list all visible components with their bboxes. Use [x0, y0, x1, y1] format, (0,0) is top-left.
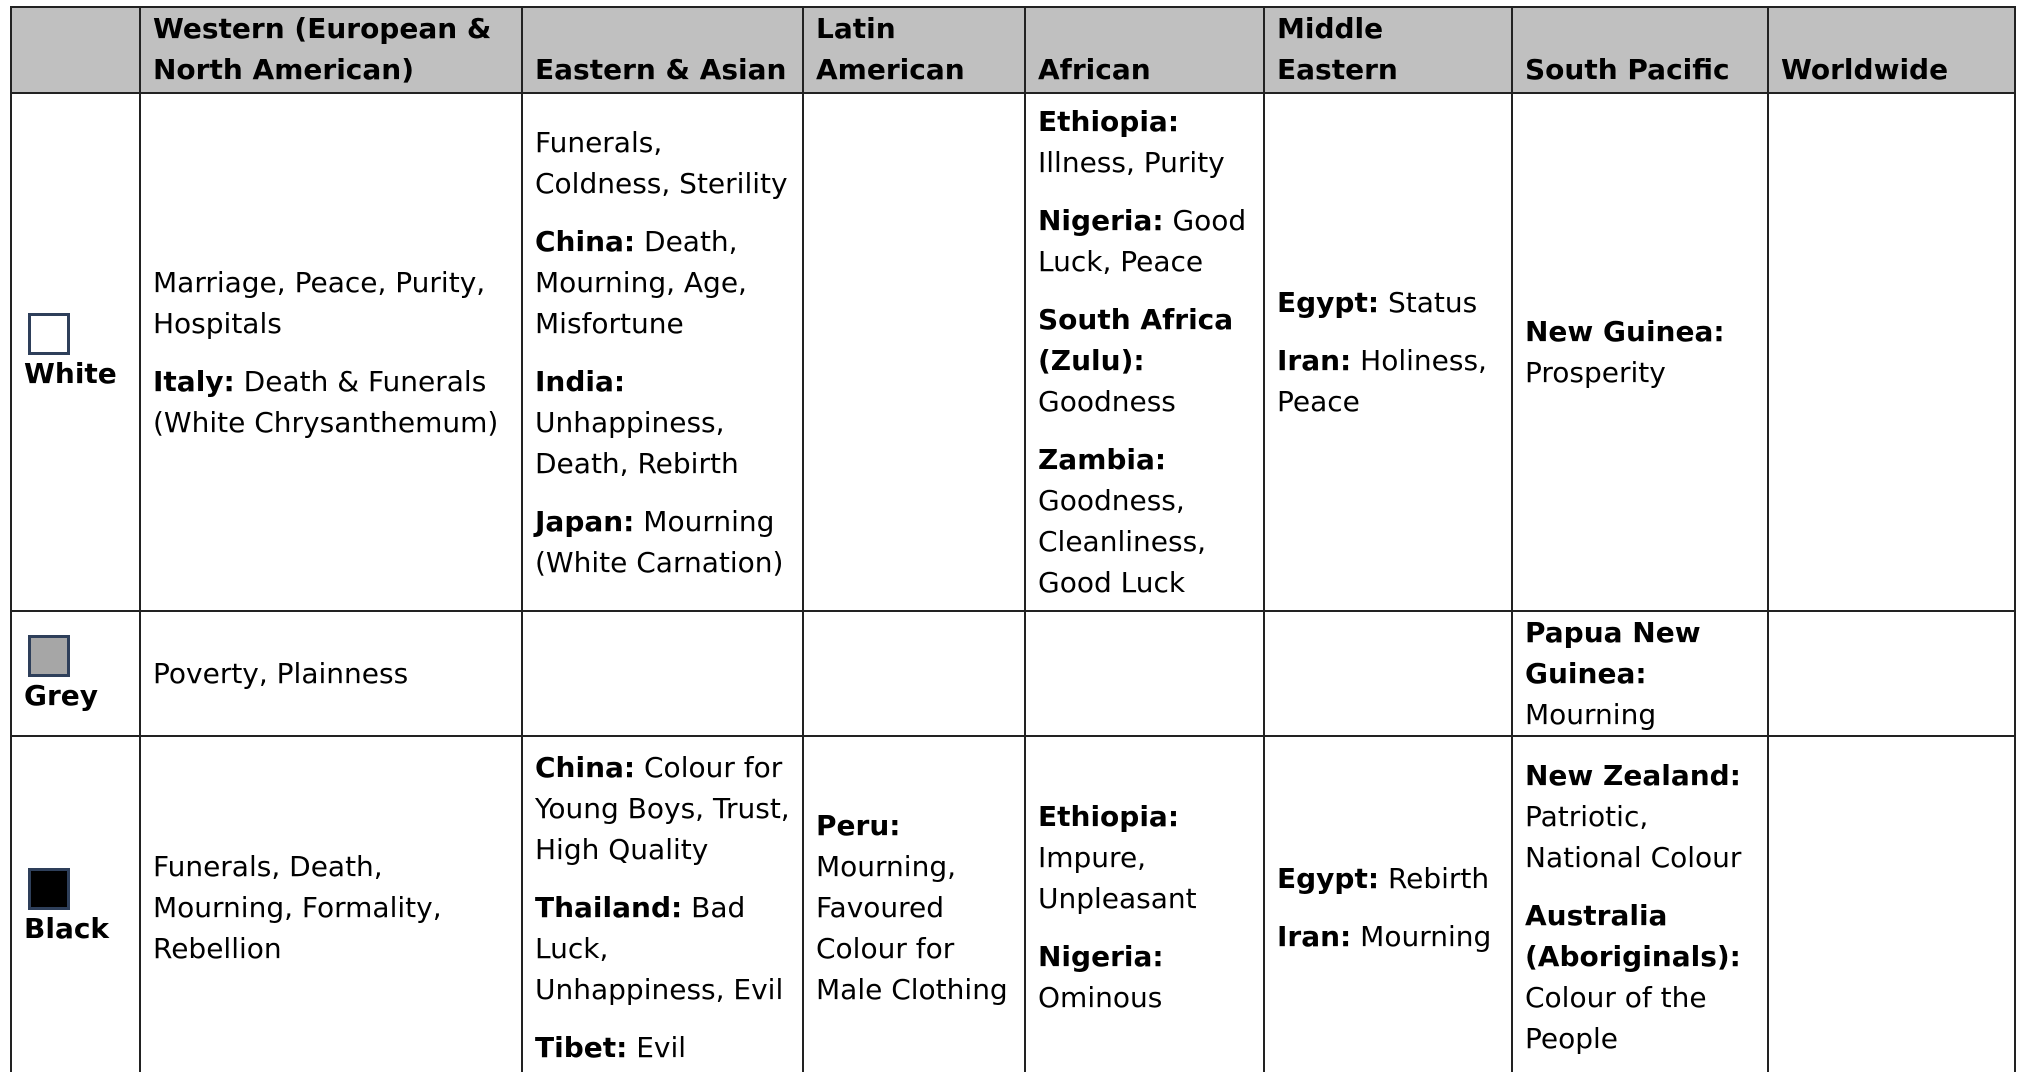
region-label: Thailand: — [535, 890, 683, 924]
meaning-entry — [1277, 916, 1499, 957]
header-colour — [11, 7, 140, 93]
region-label: Egypt: — [1277, 861, 1380, 895]
colour-name: White — [24, 357, 117, 390]
meaning-entry — [535, 221, 790, 344]
meaning-text: Marriage, Peace, Purity, Hospitals — [153, 265, 486, 340]
meaning-text: Funerals, Death, Mourning, Formality, Rebellion — [153, 849, 442, 965]
table-row — [11, 736, 2015, 1072]
cell-western — [140, 93, 522, 611]
region-label: Iran: — [1277, 919, 1352, 953]
cell-worldwide — [1768, 736, 2015, 1072]
cell-western — [140, 611, 522, 736]
cell-middle-eastern — [1264, 93, 1512, 611]
region-label: Japan: — [535, 504, 635, 538]
table-row — [11, 93, 2015, 611]
meaning-text: Mourning — [1525, 698, 1657, 731]
meaning-entry — [1038, 299, 1251, 422]
colour-swatch — [28, 635, 70, 677]
meaning-entry — [535, 361, 790, 484]
colour-swatch — [28, 313, 70, 355]
header-middle-eastern: Middle Eastern — [1264, 7, 1512, 93]
header-row — [11, 7, 2015, 93]
meaning-entry — [1038, 200, 1251, 282]
colour-swatch — [28, 868, 70, 910]
meaning-text: Mourning — [1351, 919, 1492, 953]
meaning-text: Bad Luck, Unhappiness, Evil — [535, 890, 784, 1006]
meaning-text: Ominous — [1038, 981, 1163, 1014]
colour-cell — [11, 736, 140, 1072]
cell-western — [140, 736, 522, 1072]
cell-eastern — [522, 93, 803, 611]
meaning-entry — [535, 887, 790, 1010]
cell-south-pacific — [1512, 736, 1768, 1072]
cell-eastern — [522, 736, 803, 1072]
header-eastern: Eastern & Asian — [522, 7, 803, 93]
cell-african — [1025, 736, 1264, 1072]
meaning-entry — [535, 747, 790, 870]
region-label: New Guinea: — [1525, 315, 1725, 348]
meaning-text: Good Luck, Peace — [1038, 204, 1247, 278]
region-label: Zambia: — [1038, 443, 1167, 476]
meaning-text: Poverty, Plainness — [153, 657, 409, 690]
cell-latin — [803, 93, 1025, 611]
colour-name: Grey — [24, 678, 99, 712]
region-label: China: — [535, 750, 636, 784]
cell-middle-eastern — [1264, 611, 1512, 736]
meaning-entry — [1038, 439, 1251, 603]
region-label: Papua New Guinea: — [1525, 616, 1701, 690]
region-label: Egypt: — [1277, 286, 1380, 319]
region-label: India: — [535, 364, 626, 398]
meaning-entry — [153, 846, 509, 969]
cell-south-pacific — [1512, 93, 1768, 611]
meaning-text: Patriotic, National Colour — [1525, 800, 1742, 874]
meaning-text: Prosperity — [1525, 356, 1666, 389]
cell-african — [1025, 93, 1264, 611]
meaning-text: Evil — [627, 1030, 687, 1064]
meaning-entry — [1525, 612, 1755, 735]
region-label: Italy: — [153, 364, 235, 398]
meaning-entry — [535, 1027, 790, 1068]
meaning-entry — [1038, 101, 1251, 183]
meaning-text: Colour for Young Boys, Trust, High Quality — [535, 750, 790, 866]
meaning-text: Funerals, Coldness, Sterility — [535, 125, 788, 200]
meaning-text: Status — [1379, 286, 1478, 319]
meaning-entry — [1277, 282, 1499, 323]
meaning-entry — [535, 122, 790, 204]
region-label: Ethiopia: — [1038, 800, 1180, 833]
meaning-entry — [1525, 311, 1755, 393]
region-label: Iran: — [1277, 344, 1352, 377]
meaning-text: Holiness, Peace — [1277, 344, 1487, 418]
header-worldwide: Worldwide — [1768, 7, 2015, 93]
meaning-entry — [153, 361, 509, 443]
cell-south-pacific — [1512, 611, 1768, 736]
meaning-text: Mourning (White Carnation) — [535, 504, 784, 579]
region-label: Ethiopia: — [1038, 105, 1180, 138]
header-south-pacific: South Pacific — [1512, 7, 1768, 93]
cell-worldwide — [1768, 93, 2015, 611]
meaning-entry — [153, 653, 509, 694]
meaning-text: Rebirth — [1379, 861, 1490, 895]
header-western: Western (European & North American) — [140, 7, 522, 93]
meaning-text: Illness, Purity — [1038, 146, 1225, 179]
meaning-text: Impure, Unpleasant — [1038, 841, 1197, 915]
header-latin: Latin American — [803, 7, 1025, 93]
meaning-entry — [535, 501, 790, 583]
meaning-text: Death, Mourning, Age, Misfortune — [535, 224, 747, 340]
colour-name: Black — [24, 912, 110, 945]
cell-worldwide — [1768, 611, 2015, 736]
region-label: China: — [535, 224, 636, 258]
cell-african — [1025, 611, 1264, 736]
meaning-entry — [1038, 936, 1251, 1018]
region-label: Tibet: — [535, 1030, 628, 1064]
meaning-text: Death & Funerals (White Chrysanthemum) — [153, 364, 499, 439]
colour-cell — [11, 93, 140, 611]
meaning-entry — [153, 262, 509, 344]
table-row — [11, 611, 2015, 736]
region-label: Australia (Aboriginals): — [1525, 899, 1741, 973]
meaning-text: Unhappiness, Death, Rebirth — [535, 405, 739, 480]
meaning-entry — [1525, 895, 1755, 1059]
region-label: Nigeria: — [1038, 940, 1164, 973]
cell-eastern — [522, 611, 803, 736]
meaning-text: Goodness, Cleanliness, Good Luck — [1038, 484, 1207, 599]
meaning-entry — [1277, 858, 1499, 899]
region-label: Nigeria: — [1038, 204, 1164, 237]
meaning-entry — [1038, 796, 1251, 919]
cell-middle-eastern — [1264, 736, 1512, 1072]
header-african: African — [1025, 7, 1264, 93]
region-label: New Zealand: — [1525, 759, 1741, 792]
meaning-text: Colour of the People — [1525, 981, 1707, 1055]
region-label: South Africa (Zulu): — [1038, 303, 1234, 377]
region-label: Peru: — [816, 808, 901, 842]
meaning-entry — [1525, 755, 1755, 878]
colour-cell — [11, 611, 140, 736]
cell-latin — [803, 611, 1025, 736]
meaning-entry — [1277, 340, 1499, 422]
meaning-text: Goodness — [1038, 385, 1176, 418]
cell-latin — [803, 736, 1025, 1072]
meaning-entry — [816, 805, 1012, 1010]
colour-meaning-table — [10, 6, 2016, 1072]
meaning-text: Mourning, Favoured Colour for Male Clothing — [816, 849, 1008, 1006]
